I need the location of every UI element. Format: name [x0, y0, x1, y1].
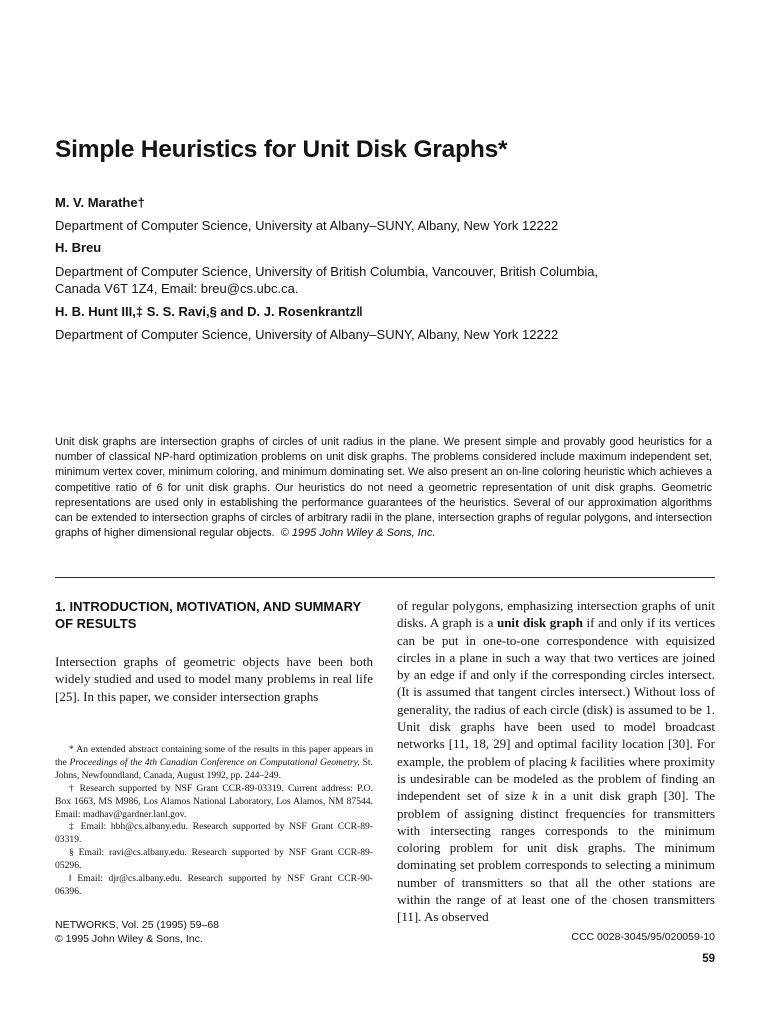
abstract [55, 435, 712, 541]
journal-copyright: © 1995 John Wiley & Sons, Inc. [55, 932, 203, 945]
footnotes [55, 744, 373, 899]
intro-paragraph-left: Intersection graphs of geometric objects have been both widely studied and used to model many problems in real life [25]. In this paper, we consider intersection graphs [55, 654, 373, 704]
section-divider [55, 577, 715, 578]
footnote-star: * An extended abstract containing some of the results in this paper appears in the Proceedings of the 4th Canadian Conference on Computational Geometry, St. Johns, Newfoundland, Canada, August 1992, pp. 244–249. [55, 744, 373, 781]
abstract-text: Unit disk graphs are intersection graphs of circles of unit radius in the plane. We present simple and provably good heuristics for a number of classical NP-hard optimization problems on unit disk graphs. The problems considered include maximum independent set, minimum vertex cover, minimum coloring, and minimum dominating set. We also present an on-line coloring heuristic which achieves a competitive ratio of 6 for unit disk graphs. Our heuristics do not need a geometric representation of unit disk graphs. Geometric representations are used only in establishing the performance guarantees of the heuristics. Several of our approximation algorithms can be extended to intersection graphs of circles of arbitrary radii in the plane, intersection graphs of regular polygons, and intersection graphs of higher dimensional regular objects. [55, 436, 712, 540]
footnote-parallel: ‖ Email: djr@cs.albany.edu. Research supported by NSF Grant CCR-90-06396. [55, 873, 373, 897]
issn-code: CCC 0028-3045/95/020059-10 [571, 931, 715, 943]
section-heading: 1. INTRODUCTION, MOTIVATION, AND SUMMARY OF RESULTS [55, 599, 361, 631]
author-affiliation: Department of Computer Science, University of Albany–SUNY, Albany, New York 12222 [55, 327, 559, 342]
author-name: M. V. Marathe† [55, 195, 145, 210]
abstract-copyright: © 1995 John Wiley & Sons, Inc. [280, 527, 436, 540]
author-name: H. B. Hunt III,‡ S. S. Ravi,§ and D. J. Rosenkrantz‖ [55, 304, 363, 319]
intro-paragraph-right: of regular polygons, emphasizing intersection graphs of unit disks. A graph is a unit disk graph if and only if its vertices can be put in one-to-one correspondence with equisized circles in a plane in such a way that two vertices are joined by an edge if and only if the corresponding circles intersect. (It is assumed that tangent circles intersect.) Without loss of generality, the radius of each circle (disk) is assumed to be 1. Unit disk graphs have been used to model broadcast networks [11, 18, 29] and optimal facility location [30]. For example, the problem of placing k facilities where proximity is undesirable can be modeled as the problem of finding an independent set of size k in a unit disk graph [30]. The problem of assigning distinct frequencies for transmitters with intersecting ranges corresponds to the minimum coloring problem for unit disk graphs. The minimum dominating set problem corresponds to selecting a minimum number of transmitters so that all the other stations are within the range of at least one of the chosen transmitters [11]. As observed [397, 598, 715, 925]
author-affiliation: Department of Computer Science, University of British Columbia, Vancouver, British Columbia, Canada V6T 1Z4, Email: breu@cs.ubc.ca. [55, 264, 599, 296]
page-number: 59 [702, 953, 715, 965]
author-name: H. Breu [55, 240, 102, 255]
journal-info [55, 919, 219, 946]
footnote-dagger: † Research supported by NSF Grant CCR-89-03319. Current address: P.O. Box 1663, MS M986, Los Alamos National Laboratory, Los Alamos, NM 87544. Email: madhav@gardner.lanl.gov. [55, 782, 373, 820]
journal-citation: NETWORKS, Vol. 25 (1995) 59–68 [55, 919, 219, 931]
footnote-section: § Email: ravi@cs.albany.edu. Research supported by NSF Grant CCR-89-05296. [55, 847, 373, 872]
defined-term: unit disk graph [496, 615, 583, 631]
paper-title: Simple Heuristics for Unit Disk Graphs* [55, 136, 508, 163]
footnote-double-dagger: ‡ Email: hbh@cs.albany.edu. Research supported by NSF Grant CCR-89-03319. [55, 821, 373, 846]
author-affiliation: Department of Computer Science, University at Albany–SUNY, Albany, New York 12222 [55, 218, 559, 233]
